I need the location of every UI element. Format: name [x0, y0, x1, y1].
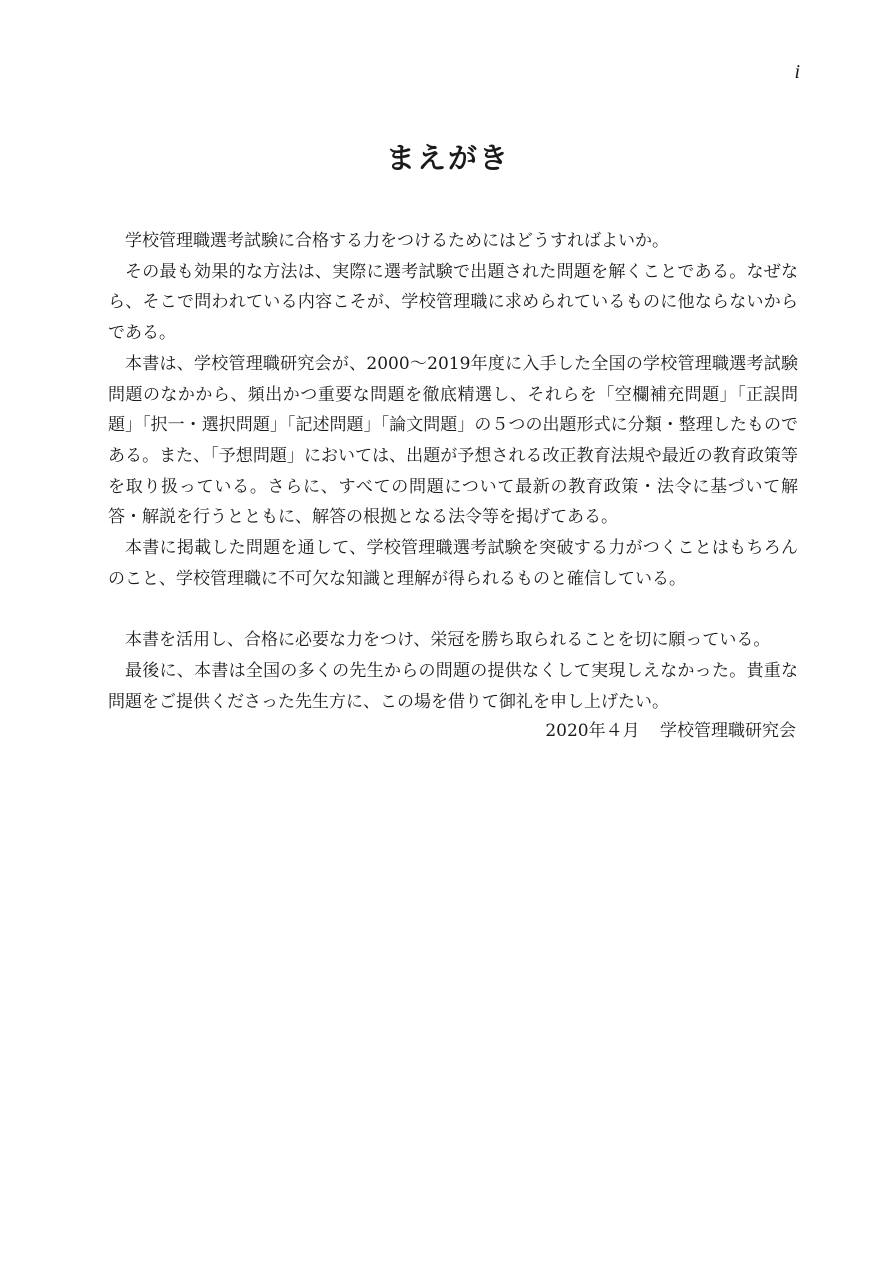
preface-body	[108, 226, 798, 717]
paragraph-spacer	[108, 594, 798, 625]
signature	[545, 716, 796, 746]
preface-paragraph: その最も効果的な方法は、実際に選考試験で出題された問題を解くことである。なぜなら、そこで問われている内容こそが、学校管理職に求められているものに他ならないからである。	[108, 261, 798, 344]
signature-date: 2020年４月	[545, 721, 640, 741]
preface-paragraph: 本書に掲載した問題を通して、学校管理職選考試験を突破する力がつくことはもちろんのこと、学校管理職に不可欠な知識と理解が得られるものと確信している。	[108, 538, 798, 589]
preface-paragraph: 最後に、本書は全国の多くの先生からの問題の提供なくして実現しえなかった。貴重な問題をご提供くださった先生方に、この場を借りて御礼を申し上げたい。	[108, 660, 798, 712]
preface-paragraph: 学校管理職選考試験に合格する力をつけるためにはどうすればよいか。	[125, 231, 669, 251]
signature-author: 学校管理職研究会	[660, 721, 796, 741]
page-number: i	[794, 61, 800, 83]
preface-paragraph: 本書を活用し、合格に必要な力をつけ、栄冠を勝ち取られることを切に願っている。	[125, 630, 771, 651]
page-title: まえがき	[385, 141, 510, 175]
preface-paragraph: 本書は、学校管理職研究会が、2000～2019年度に入手した全国の学校管理職選考試験問題のなかから、頻出かつ重要な問題を徹底精選し、それらを「空欄補充問題」「正誤問題」「択一・選択問題」「記述問題」「論文問題」の５つの出題形式に分類・整理したものである。また、「予想問題」においては、出題が予想される改正教育法規や最近の教育政策等を取り扱っている。さらに、すべての問題について最新の教育政策・法令に基づいて解答・解説を行うとともに、解答の根拠となる法令等を掲げてある。	[108, 353, 798, 528]
